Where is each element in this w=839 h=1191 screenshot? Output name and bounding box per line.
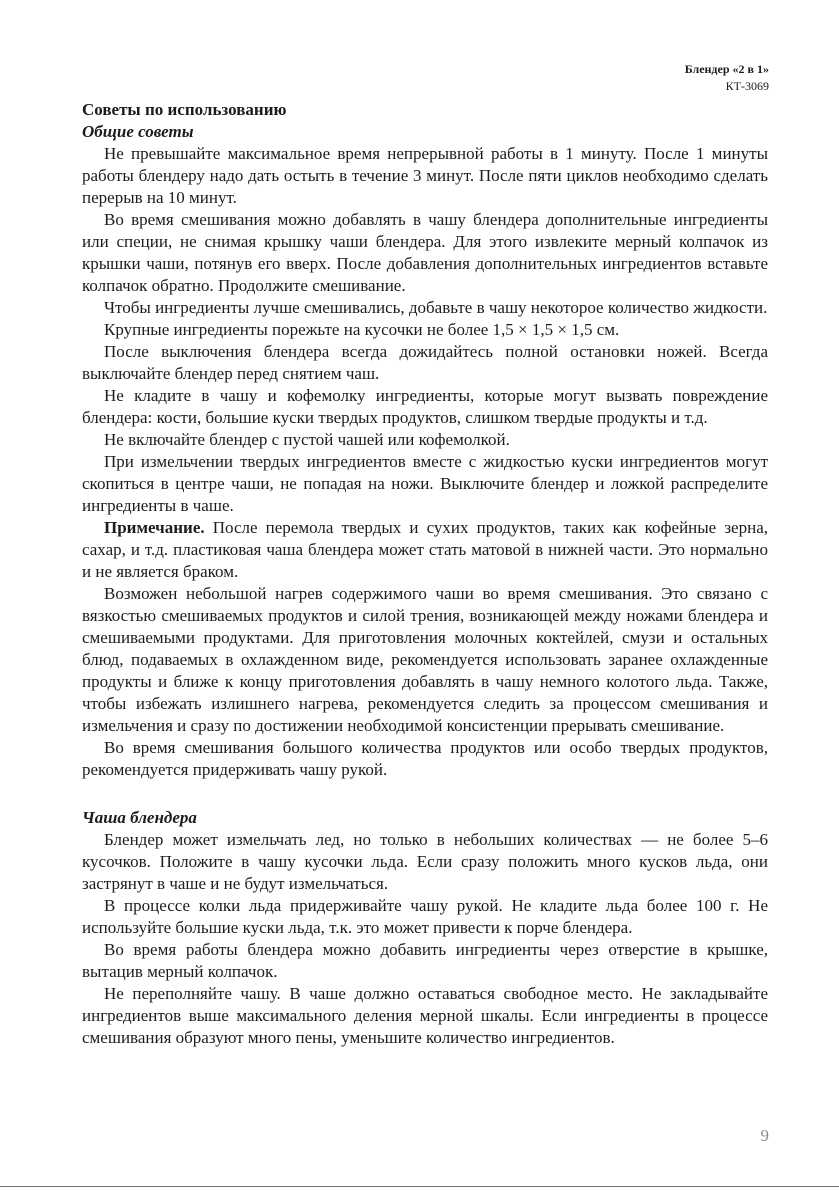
page-number: 9 bbox=[760, 1126, 769, 1145]
paragraph: Во время смешивания большого количества продуктов или особо твердых продуктов, рекомендуется придерживать чашу рукой. bbox=[82, 738, 768, 779]
header-model-number: КТ-3069 bbox=[725, 79, 769, 93]
paragraph: Блендер может измельчать лед, но только в небольших количествах — не более 5–6 кусочков. Положите в чашу кусочки льда. Если сразу положить много кусков льда, они застрянут в чаше и не будут измельчаться. bbox=[82, 830, 768, 893]
paragraph: В процессе колки льда придерживайте чашу рукой. Не кладите льда более 100 г. Не используйте большие куски льда, т.к. это может привести к порче блендера. bbox=[82, 896, 768, 937]
paragraph: При измельчении твердых ингредиентов вместе с жидкостью куски ингредиентов могут скопиться в центре чаши, не попадая на ножи. Выключите блендер и ложкой распределите ингредиенты в чаше. bbox=[82, 452, 768, 515]
note-paragraph bbox=[82, 517, 768, 583]
paragraph: Во время смешивания можно добавлять в чашу блендера дополнительные ингредиенты или специи, не снимая крышку чаши блендера. Для этого извлеките мерный колпачок из крышки чаши, потянув его вверх. После добавления дополнительных ингредиентов вставьте колпачок обратно. Продолжите смешивание. bbox=[82, 210, 768, 295]
paragraph: Не превышайте максимальное время непрерывной работы в 1 минуту. После 1 минуты работы блендеру надо дать остыть в течение 3 минут. После пяти циклов необходимо сделать перерыв на 10 минут. bbox=[82, 144, 768, 207]
paragraph: После выключения блендера всегда дожидайтесь полной остановки ножей. Всегда выключайте блендер перед снятием чаш. bbox=[82, 342, 768, 383]
blender-bowl-heading: Чаша блендера bbox=[82, 808, 197, 827]
main-content bbox=[82, 99, 768, 1049]
paragraph: Чтобы ингредиенты лучше смешивались, добавьте в чашу некоторое количество жидкости. bbox=[104, 298, 768, 317]
paragraph: Не переполняйте чашу. В чаше должно оставаться свободное место. Не закладывайте ингредиентов выше максимального деления мерной шкалы. Если ингредиенты в процессе смешивания образуют много пены, уменьшите количество ингредиентов. bbox=[82, 984, 768, 1047]
general-tips-heading: Общие советы bbox=[82, 122, 194, 141]
paragraph: Не включайте блендер с пустой чашей или кофемолкой. bbox=[104, 430, 510, 449]
header-product-name: Блендер «2 в 1» bbox=[684, 62, 769, 76]
section-title: Советы по использованию bbox=[82, 100, 287, 119]
bottom-divider bbox=[0, 1186, 839, 1187]
paragraph: Крупные ингредиенты порежьте на кусочки не более 1,5 × 1,5 × 1,5 см. bbox=[104, 320, 620, 339]
note-label: Примечание. bbox=[104, 518, 205, 537]
paragraph: Не кладите в чашу и кофемолку ингредиенты, которые могут вызвать повреждение блендера: кости, большие куски твердых продуктов, слишком твердые продукты и т.д. bbox=[82, 386, 768, 427]
note-text: После перемола твердых и сухих продуктов, таких как кофейные зерна, сахар, и т.д. пластиковая чаша блендера может стать матовой в нижней части. Это нормально и не является браком. bbox=[82, 518, 768, 581]
paragraph: Во время работы блендера можно добавить ингредиенты через отверстие в крышке, вытацив мерный колпачок. bbox=[82, 940, 768, 981]
paragraph: Возможен небольшой нагрев содержимого чаши во время смешивания. Это связано с вязкостью смешиваемых продуктов и силой трения, возникающей между ножами блендера и смешиваемыми продуктами. Для приготовления молочных коктейлей, смузи и остальных блюд, подаваемых в охлажденном виде, рекомендуется использовать заранее охлажденные продукты и ближе к концу приготовления добавлять в чашу немного колотого льда. Также, чтобы избежать излишнего нагрева, рекомендуется следить за процессом смешивания и измельчения и сразу по достижении необходимой консистенции прерывать смешивание. bbox=[82, 584, 768, 735]
running-header bbox=[685, 61, 769, 95]
